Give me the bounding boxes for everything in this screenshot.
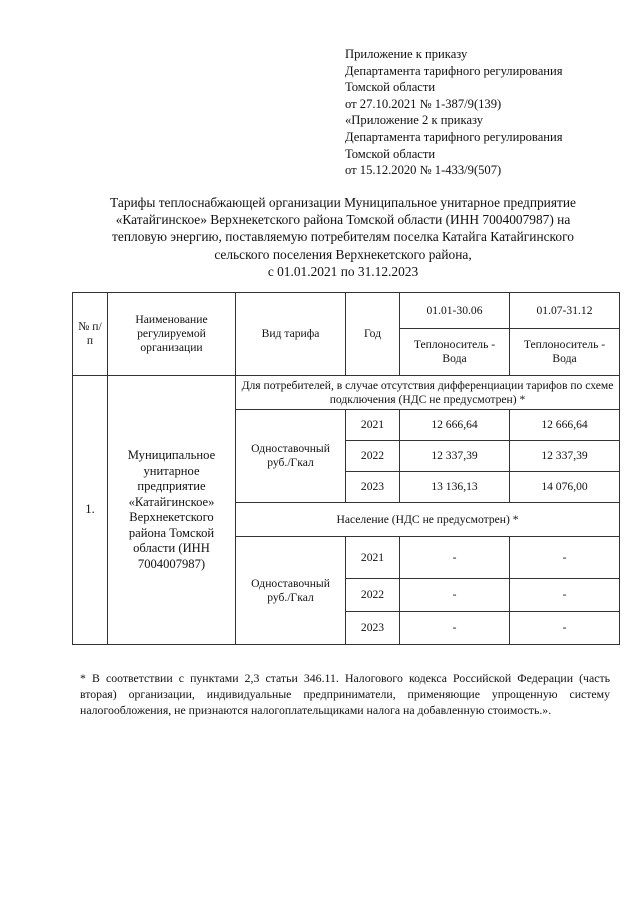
row-number: 1.	[73, 376, 108, 645]
year-cell: 2022	[346, 441, 400, 472]
value-cell: -	[510, 579, 620, 612]
title-line: сельского поселения Верхнекетского района,	[214, 246, 472, 262]
title-line: с 01.01.2021 по 31.12.2023	[267, 263, 419, 279]
order-appendix-header	[345, 46, 615, 179]
title-line: Тарифы теплоснабжающей организации Муниципальное унитарное предприятие	[110, 195, 576, 210]
header-line: «Приложение 2 к приказу	[345, 113, 484, 128]
header-line: Департамента тарифного регулирования	[345, 63, 563, 78]
header-org: Наименование регулируемой организации	[108, 293, 236, 376]
group-1-tariff: Одноставочный руб./Гкал	[236, 410, 346, 503]
header-carrier-2: Теплоноситель - Вода	[510, 329, 620, 376]
header-line: Департамента тарифного регулирования	[345, 129, 563, 144]
header-line: Томской области	[345, 146, 436, 161]
value-cell: -	[510, 537, 620, 579]
year-cell: 2021	[346, 410, 400, 441]
year-cell: 2021	[346, 537, 400, 579]
value-cell: 14 076,00	[510, 472, 620, 503]
organization-name: Муниципальное унитарное предприятие «Катайгинское» Верхнекетского района Томской области (ИНН 7004007987)	[108, 376, 236, 645]
value-cell: 13 136,13	[400, 472, 510, 503]
group-2-tariff: Одноставочный руб./Гкал	[236, 537, 346, 645]
table-header-row	[73, 293, 620, 329]
group-1-label-row	[73, 376, 620, 410]
title-line: «Катайгинское» Верхнекетского района Томской области (ИНН 7004007987) на	[115, 212, 571, 228]
header-year: Год	[346, 293, 400, 376]
value-cell: -	[510, 612, 620, 645]
header-line: Приложение к приказу	[345, 47, 468, 61]
footnote: * В соответствии с пунктами 2,3 статьи 346.11. Налогового кодекса Российской Федерации (часть вторая) организации, индивидуальные предприниматели, применяющие упрощенную систему налогообложения, не признаются налогоплательщиками налога на добавленную стоимость.».	[80, 671, 610, 718]
header-carrier-1: Теплоноситель - Вода	[400, 329, 510, 376]
value-cell: 12 666,64	[400, 410, 510, 441]
header-tariff-type: Вид тарифа	[236, 293, 346, 376]
value-cell: 12 666,64	[510, 410, 620, 441]
header-period-1: 01.01-30.06	[400, 293, 510, 329]
group-2-label: Население (НДС не предусмотрен) *	[236, 503, 620, 537]
value-cell: 12 337,39	[400, 441, 510, 472]
value-cell: -	[400, 579, 510, 612]
value-cell: 12 337,39	[510, 441, 620, 472]
header-line: от 15.12.2020 № 1-433/9(507)	[345, 163, 502, 178]
document-title	[82, 194, 604, 280]
year-cell: 2023	[346, 612, 400, 645]
year-cell: 2022	[346, 579, 400, 612]
value-cell: -	[400, 537, 510, 579]
header-period-2: 01.07-31.12	[510, 293, 620, 329]
value-cell: -	[400, 612, 510, 645]
group-1-label: Для потребителей, в случае отсутствия дифференциации тарифов по схеме подключения (НДС не предусмотрен) *	[236, 376, 620, 410]
title-line: тепловую энергию, поставляемую потребителям поселка Катайга Катайгинского	[112, 229, 574, 245]
header-line: от 27.10.2021 № 1-387/9(139)	[345, 96, 502, 111]
tariff-table	[72, 292, 620, 645]
header-line: Томской области	[345, 80, 436, 95]
header-num: № п/п	[73, 293, 108, 376]
year-cell: 2023	[346, 472, 400, 503]
